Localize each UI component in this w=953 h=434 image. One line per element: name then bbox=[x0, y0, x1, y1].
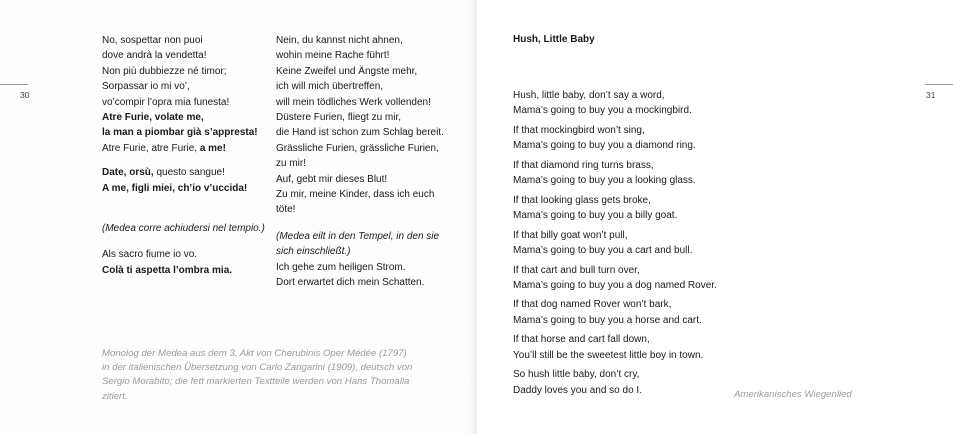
stanza bbox=[513, 367, 717, 398]
left-page bbox=[0, 0, 476, 434]
de-line: Keine Zweifel und Ängste mehr, bbox=[276, 65, 418, 77]
stanza bbox=[513, 123, 717, 154]
de-line: Dort erwartet dich mein Schatten. bbox=[276, 277, 425, 289]
de-stage-direction: sich einschließt.) bbox=[276, 246, 351, 258]
poem-line: If that billy goat won’t pull, bbox=[513, 229, 628, 241]
it-line: Sorpassar io mi vo’, bbox=[102, 81, 190, 93]
poem bbox=[513, 88, 717, 402]
right-margin-rule bbox=[925, 84, 953, 85]
poem-line: You’ll still be the sweetest little boy in town. bbox=[513, 349, 704, 361]
poem-line: Mama’s going to buy you a horse and cart. bbox=[513, 314, 702, 326]
it-text: questo sangue! bbox=[153, 167, 225, 179]
poem-line: If that mockingbird won’t sing, bbox=[513, 124, 645, 136]
left-margin-rule bbox=[0, 84, 28, 85]
de-line: Düstere Furien, fliegt zu mir, bbox=[276, 112, 402, 124]
poem-line: So hush little baby, don’t cry, bbox=[513, 369, 640, 381]
poem-line: Mama’s going to buy you a looking glass. bbox=[513, 175, 696, 187]
page-number-left: 30 bbox=[20, 90, 30, 100]
de-line: Nein, du kannst nicht ahnen, bbox=[276, 35, 403, 46]
it-text-bold: a me! bbox=[199, 142, 226, 154]
footnote bbox=[102, 347, 412, 404]
stanza bbox=[513, 263, 717, 294]
poem-line: If that diamond ring turns brass, bbox=[513, 159, 654, 171]
de-line: töte! bbox=[276, 204, 296, 216]
poem-line: If that cart and bull turn over, bbox=[513, 264, 640, 276]
it-line-bold: la man a piombar già s’appresta! bbox=[102, 127, 258, 139]
poem-credit: Amerikanisches Wiegenlied bbox=[734, 389, 852, 400]
poem-line: Mama’s going to buy you a mockingbird. bbox=[513, 105, 692, 117]
poem-title: Hush, Little Baby bbox=[513, 34, 595, 45]
de-stage-direction: (Medea eilt in den Tempel, in den sie bbox=[276, 230, 440, 242]
poem-line: Mama’s going to buy you a billy goat. bbox=[513, 210, 678, 222]
stanza bbox=[513, 228, 717, 259]
it-line-bold: Atre Furie, volate me, bbox=[102, 112, 204, 124]
footnote-line: Sergio Morabito; die fett markierten Textteile werden von Hans Thomalla bbox=[102, 376, 410, 388]
poem-line: Mama’s going to buy you a dog named Rover. bbox=[513, 279, 717, 291]
page-number-right: 31 bbox=[926, 90, 936, 100]
de-line: wohin meine Rache führt! bbox=[276, 50, 390, 62]
poem-line: If that dog named Rover won’t bark, bbox=[513, 299, 672, 311]
footnote-line: zitiert. bbox=[102, 390, 128, 402]
poem-line: If that horse and cart fall down, bbox=[513, 334, 650, 346]
stanza bbox=[513, 332, 717, 363]
poem-line: Mama’s going to buy you a diamond ring. bbox=[513, 140, 696, 152]
it-line-bold: A me, figli miei, ch’io v’uccida! bbox=[102, 182, 248, 194]
stanza bbox=[513, 88, 717, 119]
it-line-mixed bbox=[102, 165, 265, 180]
it-text-bold: Date, orsù, bbox=[102, 167, 154, 179]
de-line: Zu mir, meine Kinder, dass ich euch bbox=[276, 189, 435, 201]
de-line: Auf, gebt mir dieses Blut! bbox=[276, 173, 388, 185]
it-line-mixed bbox=[102, 141, 265, 156]
stanza bbox=[513, 297, 717, 328]
it-text: Atre Furie, atre Furie, bbox=[102, 142, 200, 154]
poem-line: If that looking glass gets broke, bbox=[513, 194, 651, 206]
german-column bbox=[276, 33, 444, 291]
de-line: Grässliche Furien, grässliche Furien, bbox=[276, 142, 439, 154]
de-line: zu mir! bbox=[276, 158, 306, 170]
italian-column bbox=[102, 33, 265, 278]
footnote-line: in der italienischen Übersetzung von Carlo Zangarini (1909), deutsch von bbox=[102, 362, 413, 374]
stanza bbox=[513, 193, 717, 224]
de-line: Ich gehe zum heiligen Strom. bbox=[276, 261, 406, 273]
stanza bbox=[513, 158, 717, 189]
it-line: No, sospettar non puoi bbox=[102, 35, 203, 46]
it-line: Non più dubbiezze né timor; bbox=[102, 65, 227, 77]
de-line: die Hand ist schon zum Schlag bereit. bbox=[276, 127, 444, 139]
de-line: ich will mich übertreffen, bbox=[276, 81, 384, 93]
footnote-line: Monolog der Medea aus dem 3. Akt von Cherubinis Oper Médée (1797) bbox=[102, 348, 407, 359]
it-stage-direction: (Medea corre achiudersi nel tempio.) bbox=[102, 223, 265, 235]
poem-line: Mama’s going to buy you a cart and bull. bbox=[513, 245, 693, 257]
poem-line: Hush, little baby, don’t say a word, bbox=[513, 90, 665, 101]
it-line-bold: Colà ti aspetta l’ombra mia. bbox=[102, 264, 233, 276]
poem-line: Daddy loves you and so do I. bbox=[513, 384, 642, 396]
it-line: Als sacro fiume io vo. bbox=[102, 249, 198, 261]
de-line: will mein tödliches Werk vollenden! bbox=[276, 96, 431, 108]
it-line: dove andrà la vendetta! bbox=[102, 50, 207, 62]
it-line: vo’compir l’opra mia funesta! bbox=[102, 96, 230, 108]
